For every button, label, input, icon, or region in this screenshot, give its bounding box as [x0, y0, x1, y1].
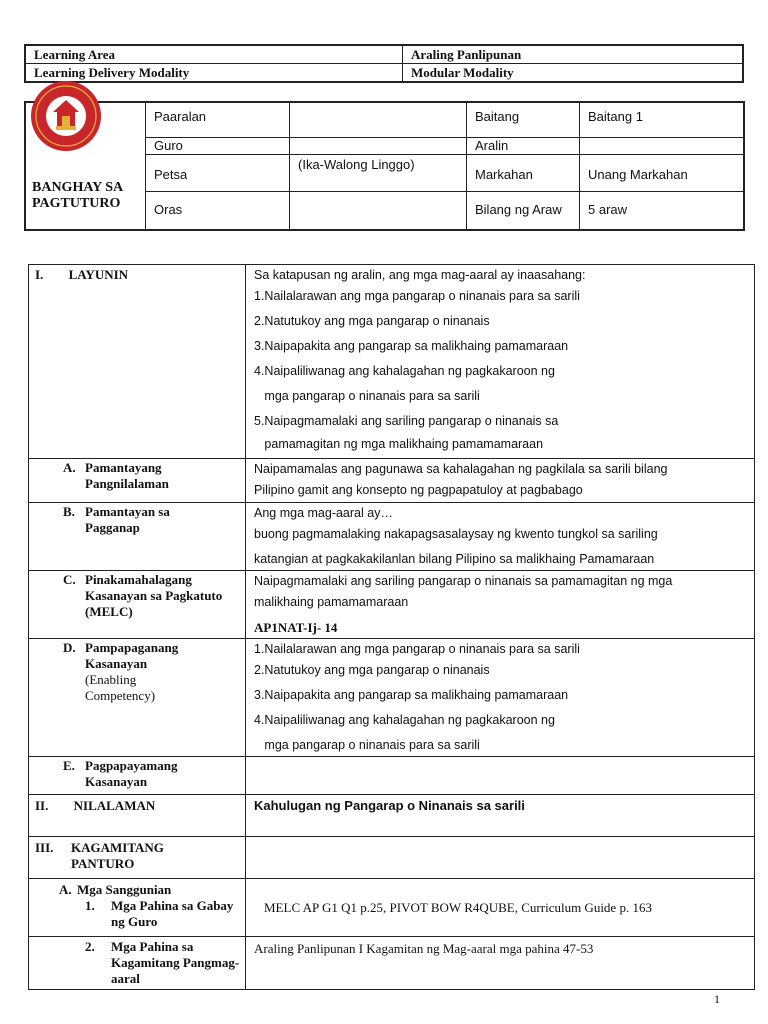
melc-content: Naipagmamalaki ang sariling pangarap o ninanais sa pamamagitan ng mga malikhaing pamamamaraan AP1NAT-Ij- 14 [246, 571, 755, 639]
kagamitang-panturo-content [246, 837, 755, 879]
layunin-line: 4.Naipaliliwanag ang kahalagahan ng pagkakaroon ng [254, 364, 555, 378]
guro-value [290, 137, 467, 154]
melc-code: AP1NAT-Ij- 14 [254, 620, 338, 635]
aralin-value [580, 137, 745, 154]
pamantayang-pangnilalaman-content: Naipamamalas ang pagunawa sa kahalagahan ng pagkilala sa sarili bilang Pilipino gamit ang konsepto ng pagpapatuloy at pagbabago [246, 459, 755, 503]
baitang-label: Baitang [467, 102, 580, 137]
pamantayan-sa-pagganap-content: Ang mga mag-aaral ay… buong pagmamalaking nakapagsasalaysay ng kwento tungkol sa sariling katangian at pagkakakilanlan bilang Pilipino sa malikhaing Pamamaraan [246, 503, 755, 571]
melc-section: C. Pinakamahalagang Kasanayan sa Pagkatuto (MELC) [29, 571, 246, 639]
layunin-line: pamamagitan ng mga malikhaing pamamamaraan [254, 437, 544, 451]
kagamitang-pangmag-aaral-content: Araling Panlipunan I Kagamitan ng Mag-aaral mga pahina 47-53 [246, 937, 755, 990]
pagpapayamang-kasanayan-content [246, 757, 755, 795]
layunin-line: 2.Natutukoy ang mga pangarap o ninanais [254, 314, 490, 328]
guro-label: Guro [146, 137, 290, 154]
layunin-line: 1.Nailalarawan ang mga pangarap o ninanais para sa sarili [254, 289, 580, 303]
enabling-competency-section: D. Pampapaganang Kasanayan (Enabling Competency) [29, 639, 246, 757]
pagpapayamang-kasanayan-section: E. Pagpapayamang Kasanayan [29, 757, 246, 795]
kagamitang-panturo-section: III. KAGAMITANG PANTURO [29, 837, 246, 879]
layunin-line: 5.Naipagmamalaki ang sariling pangarap o ninanais sa [254, 414, 559, 428]
school-seal-icon [30, 80, 102, 152]
oras-label: Oras [146, 192, 290, 230]
petsa-value: (Ika-Walong Linggo) [290, 154, 467, 191]
baitang-value: Baitang 1 [580, 102, 745, 137]
nilalaman-content: Kahulugan ng Pangarap o Ninanais sa sarili [246, 795, 755, 837]
pamantayan-sa-pagganap-section: B. Pamantayan sa Pagganap [29, 503, 246, 571]
header-table [24, 44, 744, 83]
kagamitang-pangmag-aaral-section: 2. Mga Pahina sa Kagamitang Pangmag-aaral [29, 937, 246, 990]
gabay-guro-content: MELC AP G1 Q1 p.25, PIVOT BOW R4QUBE, Curriculum Guide p. 163 [246, 879, 755, 937]
paaralan-value [290, 102, 467, 137]
learning-area-value: Araling Panlipunan [403, 45, 744, 64]
petsa-label: Petsa [146, 154, 290, 191]
sanggunian-section: A. Mga Sanggunian 1. Mga Pahina sa Gabay ng Guro [29, 879, 246, 937]
enabling-competency-content: 1.Nailalarawan ang mga pangarap o ninanais para sa sarili 2.Natutukoy ang mga pangarap o ninanais 3.Naipapakita ang pangarap sa malikhaing pamamaraan 4.Naipaliliwanag ang kahalagahan ng pagkakaroon ng mga pangarap o ninanais para sa sarili [246, 639, 755, 757]
markahan-label: Markahan [467, 154, 580, 191]
layunin-line: mga pangarap o ninanais para sa sarili [254, 389, 480, 403]
learning-area-label: Learning Area [25, 45, 403, 64]
markahan-value: Unang Markahan [580, 154, 745, 191]
modality-value: Modular Modality [403, 64, 744, 83]
nilalaman-section: II. NILALAMAN [29, 795, 246, 837]
aralin-label: Aralin [467, 137, 580, 154]
lesson-table [28, 264, 755, 990]
plan-title: BANGHAY SA PAGTUTURO [32, 180, 123, 211]
pamantayang-pangnilalaman-section: A. Pamantayang Pangnilalaman [29, 459, 246, 503]
info-table [24, 101, 745, 231]
page-number: 1 [714, 992, 720, 1006]
bilang-label: Bilang ng Araw [467, 192, 580, 230]
layunin-line: 3.Naipapakita ang pangarap sa malikhaing pamamaraan [254, 339, 569, 353]
layunin-line: Sa katapusan ng aralin, ang mga mag-aaral ay inaasahang: [254, 268, 586, 282]
kagamitang-pangmag-aaral-label: Mga Pahina sa Kagamitang Pangmag-aaral [111, 939, 240, 986]
layunin-content [246, 265, 755, 459]
paaralan-label: Paaralan [146, 102, 290, 137]
oras-value [290, 192, 467, 230]
modality-label: Learning Delivery Modality [25, 64, 403, 83]
gabay-guro-label: Mga Pahina sa Gabay ng Guro [111, 898, 234, 929]
bilang-value: 5 araw [580, 192, 745, 230]
layunin-section: I. LAYUNIN [29, 265, 246, 459]
